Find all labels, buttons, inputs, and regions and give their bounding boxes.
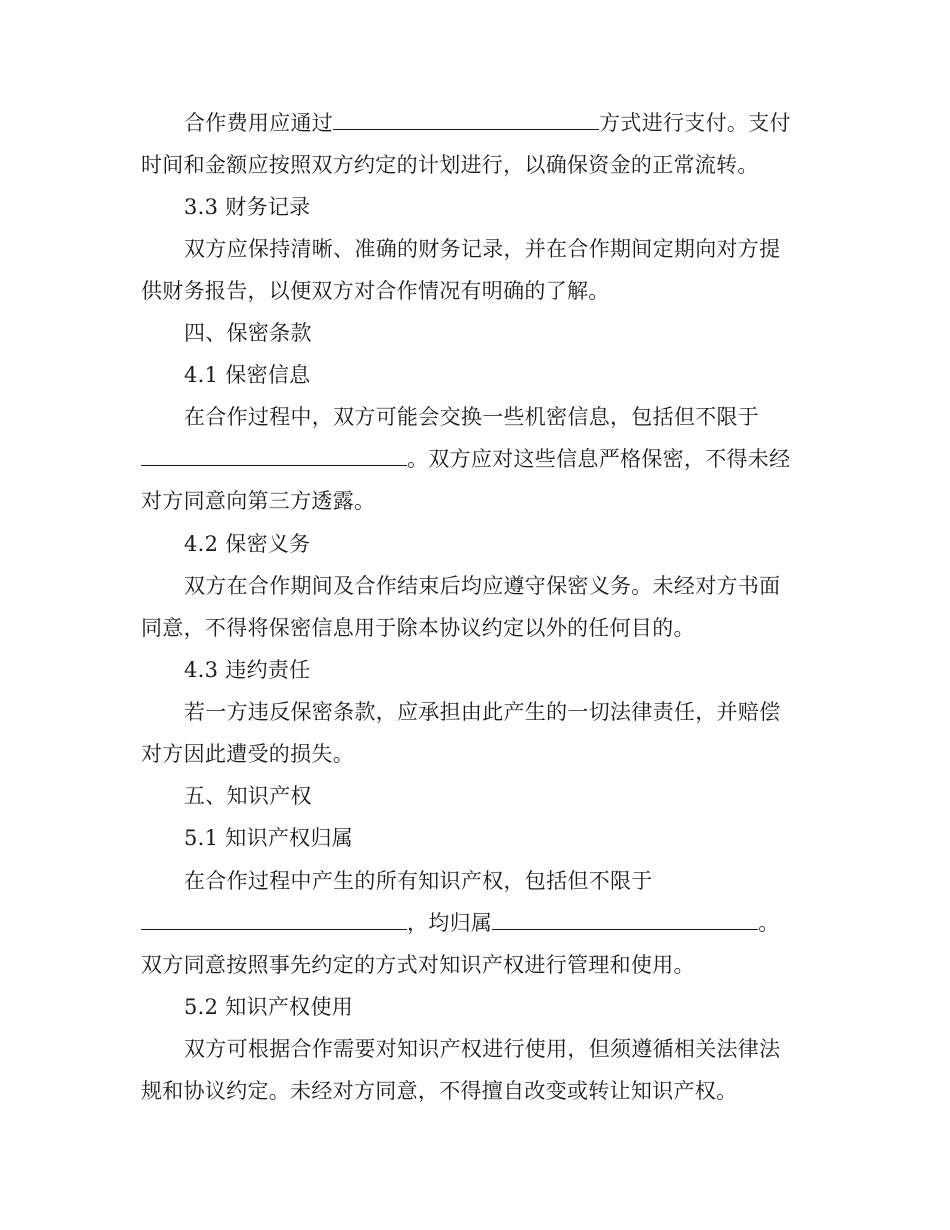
paragraph-payment-line-2: 时间和金额应按照双方约定的计划进行，以确保资金的正常流转。: [141, 153, 759, 177]
paragraph-usage-line-2: 规和协议约定。未经对方同意，不得擅自改变或转让知识产权。: [141, 1079, 738, 1103]
heading-section-5: 五、知识产权: [184, 784, 312, 808]
paragraph-records-line-2: 供财务报告，以便双方对合作情况有明确的了解。: [141, 279, 610, 303]
confidential-text: 。双方应对这些信息严格保密，不得未经: [407, 447, 791, 471]
paragraph-confidential-line-2: [141, 444, 790, 474]
paragraph-confidential-line-1: 在合作过程中，双方可能会交换一些机密信息，包括但不限于: [184, 405, 760, 429]
heading-4-1: 4.1 保密信息: [184, 363, 311, 387]
ownership-text: ，均归属: [407, 911, 493, 935]
paragraph-ownership-line-1: 在合作过程中产生的所有知识产权，包括但不限于: [184, 869, 653, 893]
paragraph-breach-line-2: 对方因此遭受的损失。: [141, 742, 354, 766]
heading-4-3: 4.3 违约责任: [184, 658, 311, 682]
paragraph-ownership-line-3: 双方同意按照事先约定的方式对知识产权进行管理和使用。: [141, 953, 695, 977]
paragraph-payment-line-1: [184, 108, 791, 138]
ip-scope-blank[interactable]: [141, 909, 407, 930]
paragraph-ownership-line-2: [141, 908, 780, 938]
paragraph-obligation-line-1: 双方在合作期间及合作结束后均应遵守保密义务。未经对方书面: [184, 574, 781, 598]
payment-text-start: 合作费用应通过: [184, 111, 334, 135]
heading-5-2: 5.2 知识产权使用: [184, 995, 354, 1019]
paragraph-obligation-line-2: 同意，不得将保密信息用于除本协议约定以外的任何目的。: [141, 616, 695, 640]
ownership-period: 。: [758, 911, 780, 935]
payment-method-blank[interactable]: [333, 109, 599, 130]
ip-owner-blank[interactable]: [492, 909, 758, 930]
paragraph-breach-line-1: 若一方违反保密条款，应承担由此产生的一切法律责任，并赔偿: [184, 700, 781, 724]
heading-4-2: 4.2 保密义务: [184, 532, 311, 556]
paragraph-usage-line-1: 双方可根据合作需要对知识产权进行使用，但须遵循相关法律法: [184, 1037, 781, 1061]
heading-section-4: 四、保密条款: [184, 321, 312, 345]
confidential-info-blank[interactable]: [141, 445, 407, 466]
paragraph-confidential-line-3: 对方同意向第三方透露。: [141, 489, 376, 513]
heading-3-3: 3.3 财务记录: [184, 195, 311, 219]
heading-5-1: 5.1 知识产权归属: [184, 826, 354, 850]
paragraph-records-line-1: 双方应保持清晰、准确的财务记录，并在合作期间定期向对方提: [184, 237, 781, 261]
payment-text-end: 方式进行支付。支付: [599, 111, 791, 135]
